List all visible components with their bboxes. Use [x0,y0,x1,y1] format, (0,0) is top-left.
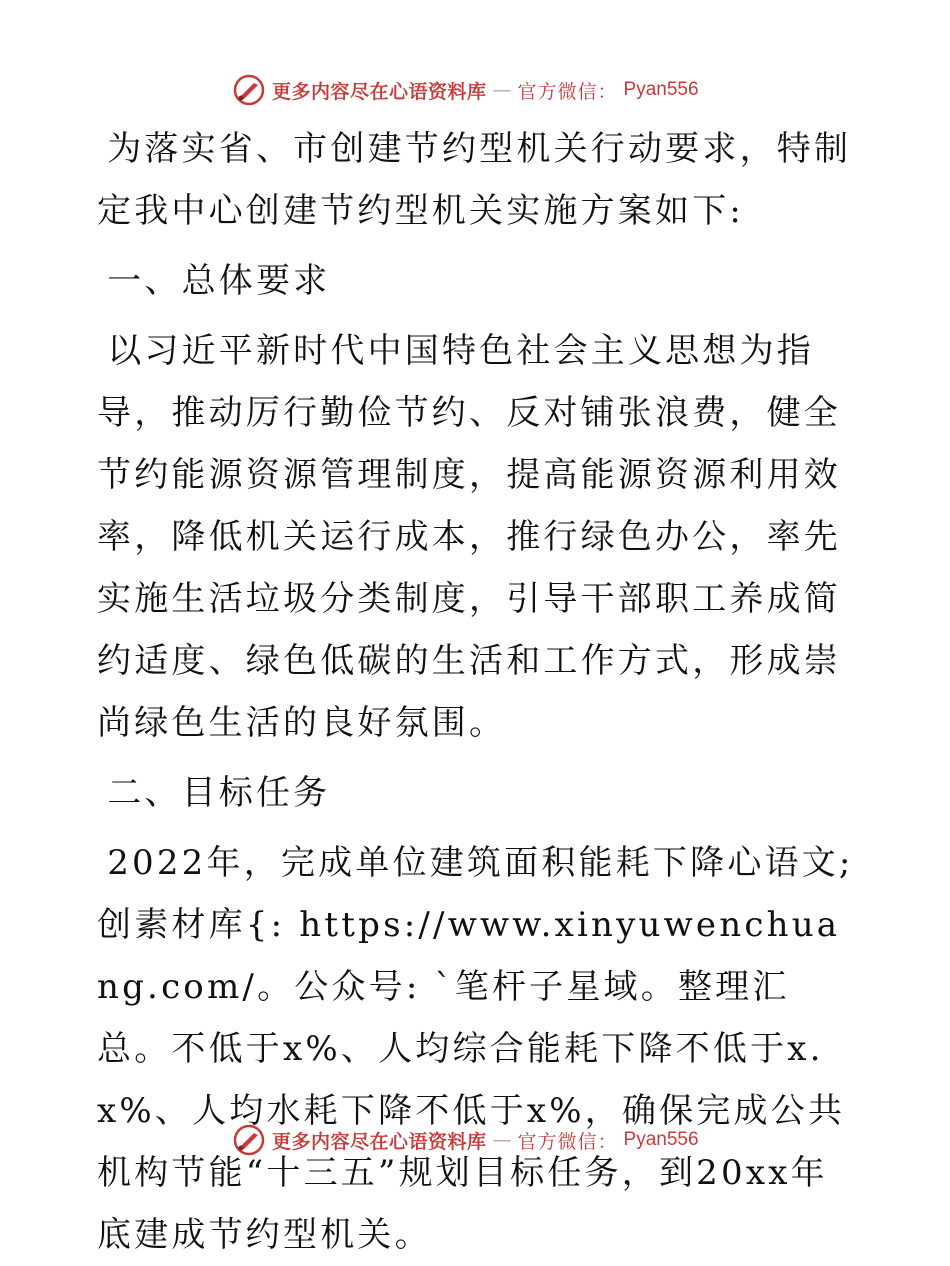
watermark-main-text: 更多内容尽在心语资料库 [272,1130,487,1153]
overall-requirements-paragraph: 以习近平新时代中国特色社会主义思想为指导，推动厉行勤俭节约、反对铺张浪费，健全节约能源资源管理制度，提高能源资源利用效率，降低机关运行成本，推行绿色办公，率先实施生活垃圾分类制度，引导干部职工养成简约适度、绿色低碳的生活和工作方式，形成崇尚绿色生活的良好氛围。 [97,331,841,743]
intro-paragraph: 为落实省、市创建节约型机关行动要求，特制定我中心创建节约型机关实施方案如下: [97,129,852,231]
footer-watermark [232,1120,699,1160]
targets-paragraph: 2022年，完成单位建筑面积能耗下降心语文;创素材库{: https://www.xinyuwenchuang.com/。公众号: `笔杆子星域。整理汇总。不低于x%、人均综合能耗下降不低于x.x%、人均水耗下降不低于x%，确保完成公共机构节能“十三五”规划目标任务，到20xx年底建成节约型机关。 [97,843,854,1255]
brush-logo-icon [232,1123,266,1157]
watermark-sub-text: 官方微信： [517,80,618,103]
watermark-dash: — [492,79,512,101]
watermark-main-text: 更多内容尽在心语资料库 [272,80,487,103]
watermark-wechat-id: Pyan556 [623,1129,699,1150]
brush-logo-icon [232,73,266,107]
header-watermark [232,70,699,110]
watermark-sub-text: 官方微信： [517,1130,618,1153]
section-heading-targets: 二、目标任务 [107,773,331,813]
watermark-dash: — [492,1129,512,1151]
section-heading-overall: 一、总体要求 [107,261,331,301]
document-body [97,118,857,1266]
watermark-wechat-id: Pyan556 [623,79,699,100]
